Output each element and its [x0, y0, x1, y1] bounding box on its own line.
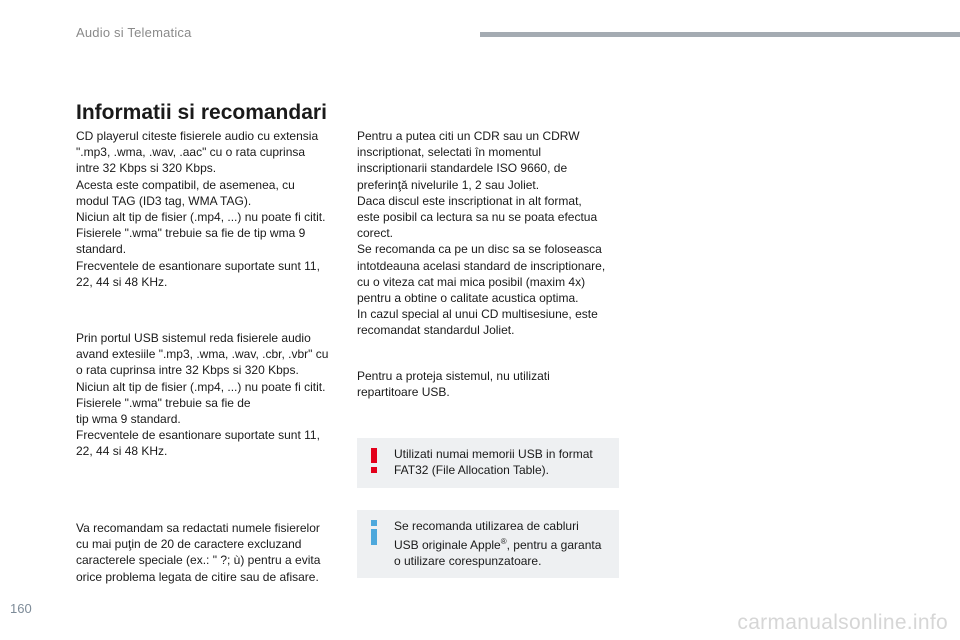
section-title: Audio si Telematica	[76, 25, 192, 40]
info-note-text-part1: Se recomanda utilizarea de cabluri USB originale Apple	[394, 519, 579, 553]
info-note-text-part2: , pentru a garanta o utilizare corespunzatoare.	[394, 538, 602, 569]
watermark: carmanualsonline.info	[737, 611, 948, 634]
registered-mark: ®	[500, 537, 507, 547]
info-note-text	[394, 518, 609, 570]
usb-splitter-paragraph: Pentru a proteja sistemul, nu utilizati repartitoare USB.	[357, 369, 550, 400]
cd-formats-paragraph: CD playerul citeste fisierele audio cu extensia ".mp3, .wma, .wav, .aac" cu o rata cuprinsa intre 32 Kbps si 320 Kbps. Acesta este compatibil, de asemenea, cu modul TAG (ID3 tag, WMA TAG). Niciun alt tip de fisier (.mp4, ...) nu poate fi citit. Fisierele ".wma" trebuie sa fie de tip wma 9 standard. Frecventele de esantionare suportate sunt 11, 22, 44 si 48 KHz.	[76, 129, 326, 289]
page-title: Informatii si recomandari	[76, 101, 327, 124]
cdr-recording-paragraph: Pentru a putea citi un CDR sau un CDRW inscriptionat, selectati în momentul inscriptionarii standardele ISO 9660, de preferinţă nivelurile 1, 2 sau Joliet. Daca discul este inscriptionat in alt format, este posibil ca lectura sa nu se poata efectua corect. Se recomanda ca pe un disc sa se foloseasca intotdeauna acelasi standard de inscriptionare, cu o viteza cat mai mica posibil (maxim 4x) pentru a obtine o calitate acustica optima. In cazul special al unui CD multisesiune, este recomandat standardul Joliet.	[357, 129, 606, 338]
usb-formats-paragraph: Prin portul USB sistemul reda fisierele audio avand extesiile ".mp3, .wma, .wav, .cbr, .vbr" cu o rata cuprinsa intre 32 Kbps si 320 Kbps. Niciun alt tip de fisier (.mp4, ...) nu poate fi citit. Fisierele ".wma" trebuie sa fie de tip wma 9 standard. Frecventele de esantionare suportate sunt 11, 22, 44 si 48 KHz.	[76, 331, 329, 459]
info-note	[357, 510, 619, 578]
warning-note-text: Utilizati numai memorii USB in format FAT32 (File Allocation Table).	[394, 447, 593, 478]
exclamation-icon	[368, 447, 380, 473]
page-number: 160	[10, 601, 32, 616]
warning-note	[357, 438, 619, 488]
filename-recommendation-paragraph: Va recomandam sa redactati numele fisierelor cu mai puţin de 20 de caractere excluzand caracterele speciale (ex.: " ?; ù) pentru a evita orice problema legata de citire sau de afisare.	[76, 521, 321, 584]
info-icon	[368, 519, 380, 545]
header-accent-bar	[480, 32, 960, 37]
